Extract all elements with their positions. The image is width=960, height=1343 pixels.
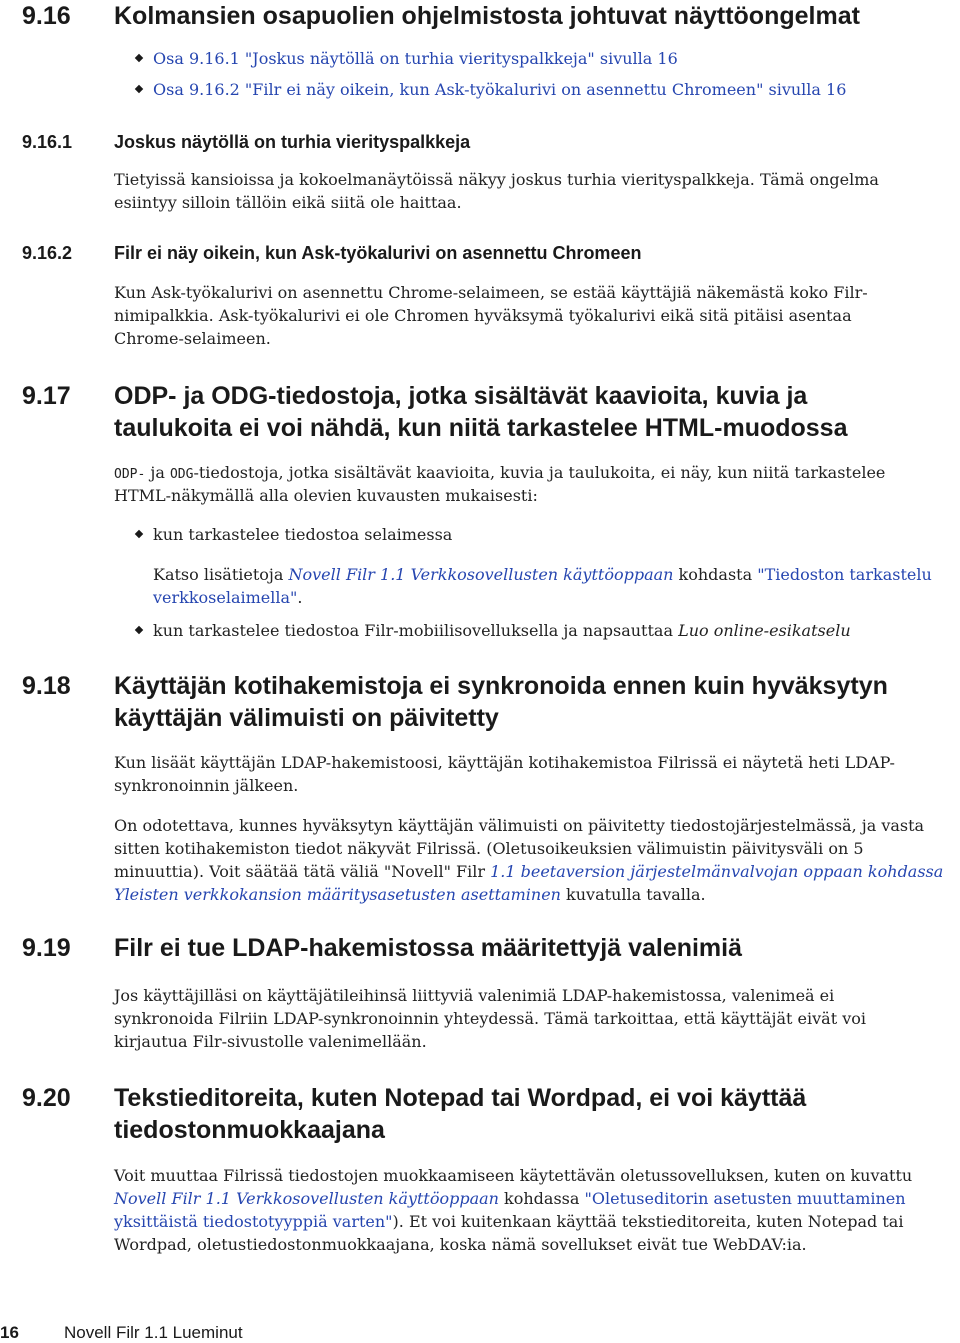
section-number: 9.17 [22, 382, 71, 410]
paragraph-line: synkronoida Filriin LDAP-synkronoinnin yhteydessä. Tämä tarkoittaa, että käyttäjät eivät voi [114, 1009, 867, 1028]
paragraph-line: HTML-näkymällä alla olevien kuvausten mukaisesti: [114, 486, 538, 505]
section-link[interactable]: yksittäistä tiedostotyyppiä varten" [114, 1212, 393, 1231]
book-link[interactable]: Novell Filr 1.1 Verkkosovellusten käyttöoppaan [288, 565, 674, 584]
text: kohdassa [498, 1189, 585, 1208]
paragraph-line [114, 1210, 903, 1233]
paragraph-line: synkronoinnin jälkeen. [114, 776, 299, 795]
bullet-icon [135, 85, 143, 93]
paragraph-line: nimipalkkia. Ask-työkalurivi ei ole Chromen hyväksymä työkalurivi eikä sitä pitäisi asentaa [114, 306, 852, 325]
paragraph-line: Voit muuttaa Filrissä tiedostojen muokkaamiseen käytettävän oletussovelluksen, kuten on kuvattu [114, 1166, 913, 1185]
section-number: 9.19 [22, 934, 71, 962]
text: kuvatulla tavalla. [560, 885, 706, 904]
paragraph-line: esiintyy silloin tällöin eikä siitä ole haittaa. [114, 193, 462, 212]
subsection-title: Filr ei näy oikein, kun Ask-työkalurivi on asennettu Chromeen [114, 243, 642, 263]
code-odg: ODG [169, 467, 194, 482]
page-number: 16 [0, 1323, 19, 1342]
book-link[interactable]: 1.1 beetaversion järjestelmänvalvojan oppaan kohdassa [490, 862, 944, 881]
text: kohdasta [673, 565, 758, 584]
paragraph-line: Chrome-selaimeen. [114, 329, 271, 348]
section-number: 9.20 [22, 1084, 71, 1112]
paragraph-line: On odotettava, kunnes hyväksytyn käyttäjän välimuisti on päivitetty tiedostojärjestelmässä, ja vasta [114, 816, 925, 835]
paragraph-line [114, 860, 943, 883]
section-title: Kolmansien osapuolien ohjelmistosta johtuvat näyttöongelmat [114, 2, 860, 30]
paragraph-line [153, 563, 932, 586]
section-number: 9.18 [22, 672, 71, 700]
toc-link[interactable]: Osa 9.16.2 "Filr ei näy oikein, kun Ask-työkalurivi on asennettu Chromeen" sivulla 16 [153, 80, 847, 99]
text: kun tarkastelee tiedostoa Filr-mobiilisovelluksella ja napsauttaa [153, 621, 679, 640]
paragraph-line: Tietyissä kansioissa ja kokoelmanäytöissä näkyy joskus turhia vierityspalkkeja. Tämä ongelma [114, 170, 879, 189]
section-title: Tekstieditoreita, kuten Notepad tai Wordpad, ei voi käyttää [114, 1084, 807, 1112]
paragraph-line [153, 586, 303, 609]
text: . [297, 588, 303, 607]
section-title: Käyttäjän kotihakemistoja ei synkronoida ennen kuin hyväksytyn [114, 672, 888, 700]
section-link[interactable]: "Oletuseditorin asetusten muuttaminen [584, 1189, 906, 1208]
section-link[interactable]: "Tiedoston tarkastelu [757, 565, 932, 584]
paragraph-line: Kun Ask-työkalurivi on asennettu Chrome-selaimeen, se estää käyttäjiä näkemästä koko Filr- [114, 283, 868, 302]
paragraph-line: sitten kotihakemiston tiedot näkyvät Filrissä. (Oletusoikeuksien välimuistin päivitysväli on 5 [114, 839, 864, 858]
bullet-icon [135, 626, 143, 634]
text: -tiedostoja, jotka sisältävät kaavioita, kuvia ja taulukoita, ei näy, kun niitä tarkastelee [193, 463, 886, 482]
paragraph-line [114, 883, 706, 906]
section-title: käyttäjän välimuisti on päivitetty [114, 704, 499, 732]
text: Katso lisätietoja [153, 565, 289, 584]
book-link[interactable]: Novell Filr 1.1 Verkkosovellusten käyttöoppaan [114, 1189, 499, 1208]
footer-title: Novell Filr 1.1 Lueminut [64, 1323, 243, 1342]
section-title: Filr ei tue LDAP-hakemistossa määritettyjä valenimiä [114, 934, 743, 962]
paragraph-line: kirjautua Filr-sivustolle valenimellään. [114, 1032, 427, 1051]
subsection-number: 9.16.2 [22, 243, 73, 263]
section-title: taulukoita ei voi nähdä, kun niitä tarkastelee HTML-muodossa [114, 414, 848, 442]
paragraph-line: Wordpad, oletustiedostonmuokkaajana, koska nämä sovellukset eivät tue WebDAV:ia. [114, 1235, 807, 1254]
paragraph-line [114, 1187, 906, 1210]
bullet-icon [135, 530, 143, 538]
section-title: ODP- ja ODG-tiedostoja, jotka sisältävät kaavioita, kuvia ja [114, 382, 808, 410]
text: minuuttia). Voit säätää tätä väliä "Novell" Filr [114, 862, 491, 881]
text: ). Et voi kuitenkaan käyttää tekstieditoreita, kuten Notepad tai [392, 1212, 904, 1231]
ui-term: Luo online-esikatselu [678, 621, 851, 640]
section-link[interactable]: Yleisten verkkokansion määritysasetusten asettaminen [114, 885, 561, 904]
paragraph-line: Jos käyttäjilläsi on käyttäjätileihinsä liittyviä valenimiä LDAP-hakemistossa, valenimeä ei [114, 986, 835, 1005]
paragraph-line [114, 461, 885, 486]
text: ja [145, 463, 170, 482]
subsection-title: Joskus näytöllä on turhia vierityspalkkeja [114, 132, 471, 152]
section-link[interactable]: verkkoselaimella" [153, 588, 298, 607]
list-item [153, 619, 851, 642]
toc-link[interactable]: Osa 9.16.1 "Joskus näytöllä on turhia vierityspalkkeja" sivulla 16 [153, 49, 678, 68]
section-number: 9.16 [22, 2, 71, 30]
list-item: kun tarkastelee tiedostoa selaimessa [153, 525, 453, 544]
paragraph-line: Kun lisäät käyttäjän LDAP-hakemistoosi, käyttäjän kotihakemistoa Filrissä ei näytetä heti LDAP- [114, 753, 895, 772]
subsection-number: 9.16.1 [22, 132, 73, 152]
code-odp: ODP- [114, 467, 146, 482]
bullet-icon [135, 54, 143, 62]
section-title: tiedostonmuokkaajana [114, 1116, 385, 1144]
